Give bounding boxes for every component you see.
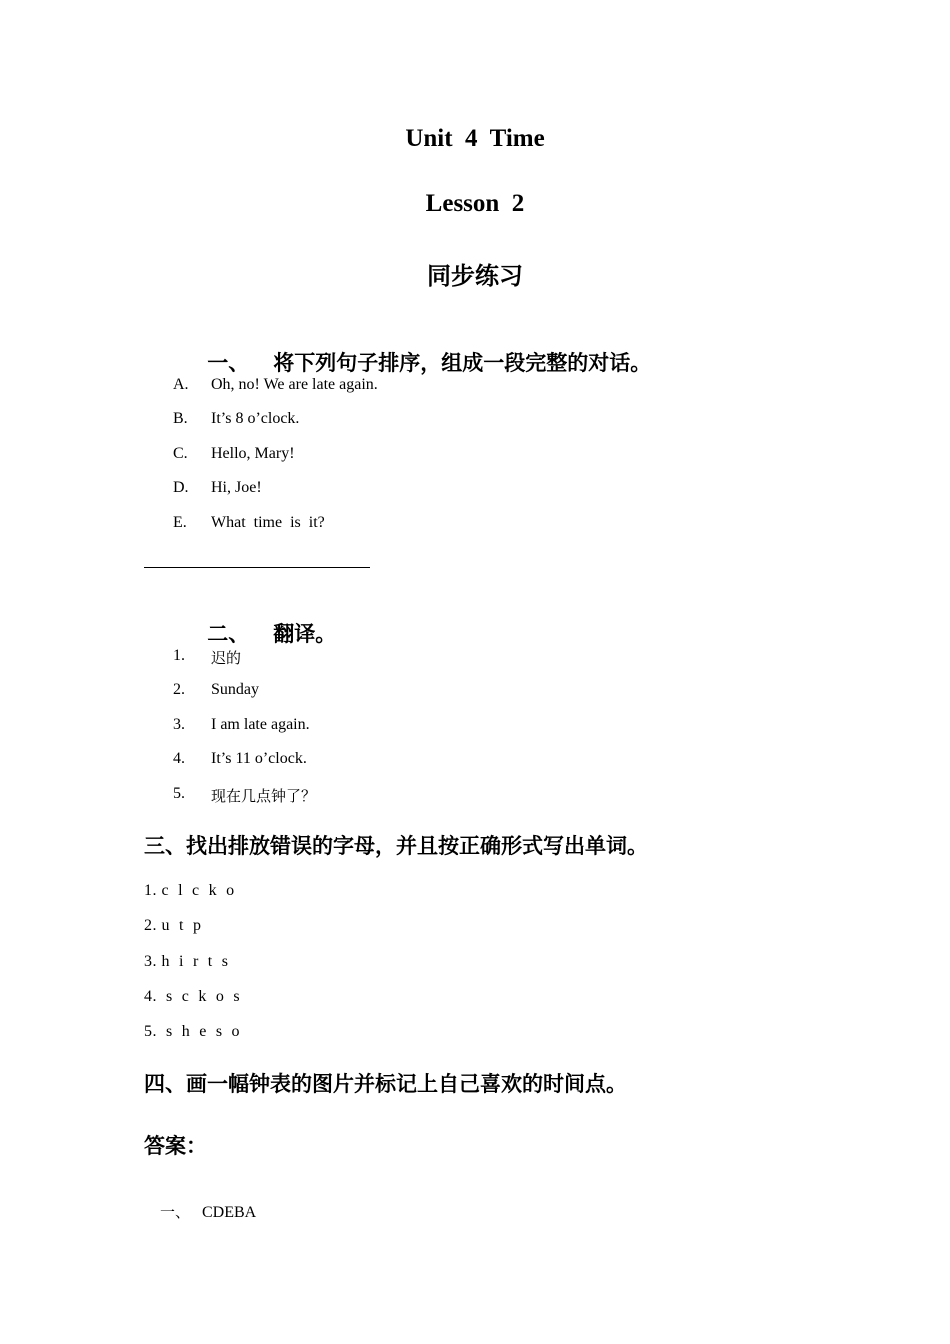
- answer-text: CDEBA: [202, 1204, 257, 1221]
- worksheet-subtitle: 同步练习: [427, 262, 523, 290]
- item-label: 3.: [173, 716, 185, 733]
- unit-title: Unit 4 Time: [405, 125, 545, 152]
- answer-line-1: [144, 1183, 256, 1240]
- item-text: 现在几点钟了？: [211, 787, 317, 805]
- item-text: I am late again.: [211, 716, 310, 733]
- scrambled-word: 4. s c k o s: [144, 988, 241, 1005]
- section-1-title: 将下列句子排序，组成一段完整的对话。: [273, 351, 652, 375]
- item-label: 1.: [173, 647, 185, 664]
- item-text: Hello, Mary!: [211, 445, 295, 462]
- section-2-number: 二、: [207, 622, 250, 646]
- section-3-heading: 三、找出排放错误的字母，并且按正确形式写出单词。: [144, 834, 648, 858]
- item-text: Hi, Joe!: [211, 479, 262, 496]
- item-text: It’s 8 o’clock.: [211, 410, 300, 427]
- item-text: What time is it?: [211, 514, 325, 531]
- answer-label: 一、: [160, 1203, 191, 1221]
- item-text: It’s 11 o’clock.: [211, 750, 307, 767]
- scrambled-word: 2. u t p: [144, 917, 202, 934]
- list-item: [173, 514, 325, 586]
- section-1-number: 一、: [207, 351, 250, 375]
- item-label: B.: [173, 410, 188, 427]
- item-label: 4.: [173, 750, 185, 767]
- scrambled-word: 3. h i r t s: [144, 953, 229, 970]
- item-label: D.: [173, 479, 189, 496]
- lesson-title: Lesson 2: [425, 190, 525, 217]
- section-4-heading: 四、画一幅钟表的图片并标记上自己喜欢的时间点。: [144, 1072, 627, 1096]
- item-label: E.: [173, 514, 187, 531]
- item-text: Sunday: [211, 681, 259, 698]
- item-label: A.: [173, 376, 189, 393]
- section-2-title: 翻译。: [273, 622, 337, 646]
- scrambled-word: 1. c l c k o: [144, 882, 235, 899]
- item-text: Oh, no! We are late again.: [211, 376, 378, 393]
- answer-blank-line[interactable]: [144, 567, 370, 568]
- item-label: 5.: [173, 785, 185, 802]
- item-label: 2.: [173, 681, 185, 698]
- section-2-heading: [178, 594, 336, 672]
- item-label: C.: [173, 445, 188, 462]
- scrambled-word: 5. s h e s o: [144, 1023, 241, 1040]
- item-text: 迟的: [211, 649, 242, 667]
- answers-heading: 答案：: [144, 1134, 207, 1158]
